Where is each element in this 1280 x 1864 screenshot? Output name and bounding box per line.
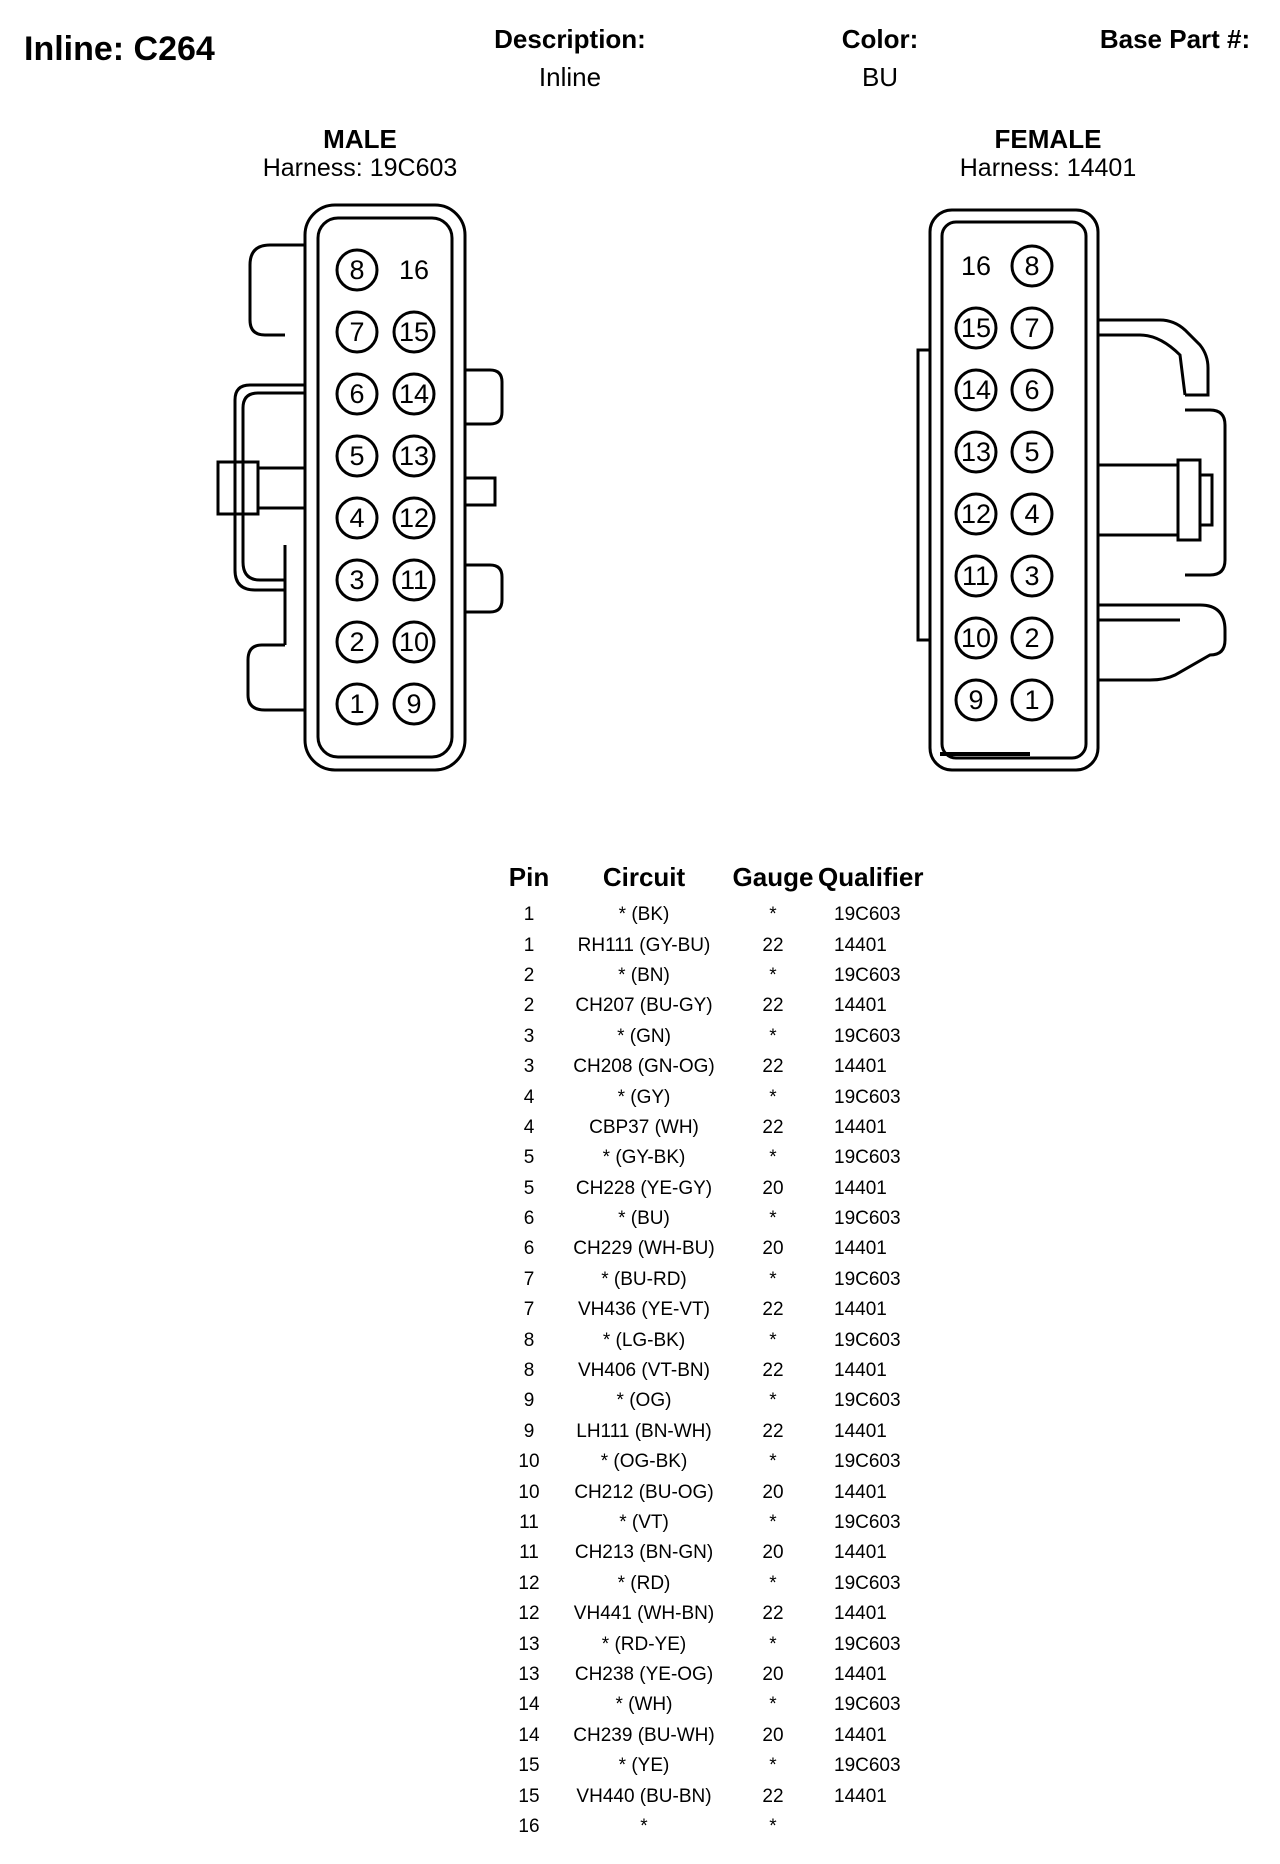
gauge-cell: * bbox=[769, 1025, 777, 1047]
pin-cell: 13 bbox=[518, 1663, 540, 1685]
female-pin-label: 5 bbox=[1024, 437, 1040, 467]
table-row bbox=[498, 1751, 928, 1781]
base-part-label: Base Part #: bbox=[1099, 24, 1251, 54]
table-row bbox=[498, 991, 928, 1021]
connector-title: Inline: C264 bbox=[24, 30, 215, 68]
female-pin-label: 14 bbox=[960, 375, 992, 405]
qualifier-cell: 19C603 bbox=[834, 904, 901, 926]
pin-cell: 8 bbox=[523, 1360, 535, 1382]
gauge-cell: 20 bbox=[762, 1542, 784, 1564]
gauge-cell: 20 bbox=[762, 1663, 784, 1685]
female-pin-label: 16 bbox=[960, 251, 992, 281]
header-pin: Pin bbox=[508, 861, 550, 892]
table-row bbox=[498, 1538, 928, 1568]
female-connector-body bbox=[918, 210, 1225, 770]
female-pin-label: 9 bbox=[968, 685, 984, 715]
gauge-cell: * bbox=[769, 1451, 777, 1473]
female-pin-label: 11 bbox=[961, 561, 991, 591]
table-row bbox=[498, 1660, 928, 1690]
pin-cell: 3 bbox=[523, 1025, 535, 1047]
gauge-cell: * bbox=[769, 1208, 777, 1230]
circuit-cell: * (LG-BK) bbox=[602, 1329, 686, 1351]
pin-cell: 3 bbox=[523, 1056, 535, 1078]
male-pin-label: 15 bbox=[398, 317, 430, 347]
qualifier-cell: 19C603 bbox=[834, 1572, 901, 1594]
table-row bbox=[498, 1599, 928, 1629]
table-row bbox=[498, 1325, 928, 1355]
gauge-cell: * bbox=[769, 1633, 777, 1655]
circuit-cell: * (OG-BK) bbox=[600, 1451, 688, 1473]
gauge-cell: * bbox=[769, 904, 777, 926]
qualifier-cell: 14401 bbox=[834, 1420, 887, 1442]
pin-cell: 2 bbox=[523, 995, 535, 1017]
circuit-cell: * (OG) bbox=[616, 1390, 672, 1412]
male-harness: Harness: 19C603 bbox=[262, 154, 458, 182]
pin-cell: 9 bbox=[523, 1420, 535, 1442]
table-row bbox=[498, 1082, 928, 1112]
circuit-cell: CH229 (WH-BU) bbox=[573, 1238, 715, 1260]
male-pin-label: 12 bbox=[398, 503, 430, 533]
qualifier-cell: 19C603 bbox=[834, 1451, 901, 1473]
circuit-cell: RH111 (GY-BU) bbox=[577, 934, 711, 956]
pin-cell: 11 bbox=[519, 1512, 539, 1533]
male-pin-label: 10 bbox=[398, 627, 430, 657]
qualifier-cell: 14401 bbox=[834, 1724, 887, 1746]
table-row bbox=[498, 1447, 928, 1477]
circuit-cell: LH111 (BN-WH) bbox=[576, 1420, 712, 1442]
gauge-cell: * bbox=[769, 1086, 777, 1108]
pin-cell: 13 bbox=[518, 1633, 540, 1655]
female-pin-label: 15 bbox=[960, 313, 992, 343]
pin-cell: 12 bbox=[518, 1572, 540, 1594]
qualifier-cell: 14401 bbox=[834, 1238, 887, 1260]
table-row bbox=[498, 930, 928, 960]
table-row bbox=[498, 1569, 928, 1599]
qualifier-cell: 19C603 bbox=[834, 1694, 901, 1716]
qualifier-cell: 19C603 bbox=[834, 1147, 901, 1169]
male-connector-diagram bbox=[0, 0, 640, 800]
qualifier-cell: 14401 bbox=[834, 1663, 887, 1685]
male-pin-label: 11 bbox=[399, 565, 429, 595]
table-row bbox=[498, 1234, 928, 1264]
circuit-cell: * (BU-RD) bbox=[601, 1268, 687, 1290]
circuit-cell: CH212 (BU-OG) bbox=[574, 1481, 714, 1503]
color-value: BU bbox=[861, 62, 899, 92]
qualifier-cell: 14401 bbox=[834, 1360, 887, 1382]
pin-cell: 6 bbox=[523, 1208, 535, 1230]
pin-cell: 14 bbox=[518, 1724, 540, 1746]
gauge-cell: 22 bbox=[762, 1603, 784, 1625]
circuit-cell: * (BU) bbox=[618, 1208, 670, 1230]
pin-cell: 15 bbox=[518, 1785, 540, 1807]
circuit-cell: CH239 (BU-WH) bbox=[573, 1724, 715, 1746]
pin-cell: 10 bbox=[518, 1481, 540, 1503]
gauge-cell: * bbox=[769, 964, 777, 986]
female-title: FEMALE bbox=[994, 124, 1102, 154]
circuit-cell: VH441 (WH-BN) bbox=[573, 1603, 715, 1625]
qualifier-cell: 19C603 bbox=[834, 1633, 901, 1655]
header-qualifier: Qualifier bbox=[818, 861, 924, 892]
pin-table-header bbox=[498, 860, 928, 900]
table-row bbox=[498, 961, 928, 991]
female-pin-label: 1 bbox=[1024, 685, 1040, 715]
gauge-cell: * bbox=[769, 1572, 777, 1594]
circuit-cell: * (VT) bbox=[619, 1512, 669, 1533]
circuit-cell: CH238 (YE-OG) bbox=[574, 1663, 714, 1685]
circuit-cell: VH406 (VT-BN) bbox=[578, 1360, 710, 1382]
female-pin-label: 13 bbox=[960, 437, 992, 467]
circuit-cell: * (BN) bbox=[618, 964, 670, 986]
table-row bbox=[498, 1265, 928, 1295]
female-pin-label: 2 bbox=[1024, 623, 1040, 653]
circuit-cell: * (RD) bbox=[617, 1572, 671, 1594]
qualifier-cell: 19C603 bbox=[834, 1390, 901, 1412]
pin-cell: 5 bbox=[523, 1177, 535, 1199]
qualifier-cell: 14401 bbox=[834, 934, 887, 956]
pin-cell: 16 bbox=[518, 1815, 540, 1837]
gauge-cell: * bbox=[769, 1755, 777, 1777]
description-label: Description: bbox=[494, 24, 646, 54]
gauge-cell: 22 bbox=[762, 1056, 784, 1078]
qualifier-cell: 14401 bbox=[834, 1542, 887, 1564]
table-row bbox=[498, 1174, 928, 1204]
qualifier-cell: 14401 bbox=[834, 1177, 887, 1199]
pin-cell: 2 bbox=[523, 964, 535, 986]
circuit-cell: * (YE) bbox=[618, 1755, 670, 1777]
male-pin-label: 16 bbox=[398, 255, 430, 285]
circuit-cell: CBP37 (WH) bbox=[589, 1116, 699, 1138]
pin-cell: 11 bbox=[519, 1542, 539, 1564]
pin-cell: 10 bbox=[518, 1451, 540, 1473]
circuit-cell: CH228 (YE-GY) bbox=[575, 1177, 713, 1199]
male-pin-label: 4 bbox=[349, 503, 365, 533]
gauge-cell: 22 bbox=[762, 1360, 784, 1382]
gauge-cell: * bbox=[769, 1329, 777, 1351]
gauge-cell: 22 bbox=[762, 1785, 784, 1807]
table-row bbox=[498, 1204, 928, 1234]
gauge-cell: * bbox=[769, 1694, 777, 1716]
gauge-cell: 20 bbox=[762, 1177, 784, 1199]
gauge-cell: * bbox=[769, 1268, 777, 1290]
female-pin-label: 6 bbox=[1024, 375, 1040, 405]
qualifier-cell: 14401 bbox=[834, 1056, 887, 1078]
pin-cell: 6 bbox=[523, 1238, 535, 1260]
female-pin-label: 10 bbox=[960, 623, 992, 653]
qualifier-cell: 19C603 bbox=[834, 1512, 901, 1533]
gauge-cell: 22 bbox=[762, 934, 784, 956]
pin-cell: 7 bbox=[523, 1268, 535, 1290]
qualifier-cell: 14401 bbox=[834, 1785, 887, 1807]
circuit-cell: * (GY) bbox=[617, 1086, 671, 1108]
pin-cell: 1 bbox=[523, 904, 535, 926]
male-pin-label: 3 bbox=[349, 565, 365, 595]
circuit-cell: * (RD-YE) bbox=[601, 1633, 687, 1655]
female-harness: Harness: 14401 bbox=[959, 154, 1137, 182]
female-pin-label: 12 bbox=[960, 499, 992, 529]
gauge-cell: 20 bbox=[762, 1724, 784, 1746]
male-pin-label: 1 bbox=[349, 689, 365, 719]
gauge-cell: * bbox=[769, 1147, 777, 1169]
qualifier-cell: 19C603 bbox=[834, 1086, 901, 1108]
male-pin-label: 5 bbox=[349, 441, 365, 471]
qualifier-cell: 19C603 bbox=[834, 1329, 901, 1351]
gauge-cell: * bbox=[769, 1390, 777, 1412]
male-pin-label: 6 bbox=[349, 379, 365, 409]
qualifier-cell: 14401 bbox=[834, 1299, 887, 1321]
pin-cell: 4 bbox=[523, 1116, 535, 1138]
circuit-cell: * (WH) bbox=[615, 1694, 673, 1716]
gauge-cell: 22 bbox=[762, 1299, 784, 1321]
circuit-cell: * (BK) bbox=[618, 904, 670, 926]
qualifier-cell: 19C603 bbox=[834, 1755, 901, 1777]
male-pin-label: 14 bbox=[398, 379, 430, 409]
table-row bbox=[498, 1417, 928, 1447]
gauge-cell: * bbox=[769, 1815, 777, 1837]
pin-cell: 14 bbox=[518, 1694, 540, 1716]
header-circuit: Circuit bbox=[602, 861, 686, 892]
circuit-cell: * bbox=[640, 1815, 648, 1837]
female-pin-label: 7 bbox=[1024, 313, 1040, 343]
table-row bbox=[498, 1629, 928, 1659]
qualifier-cell: 14401 bbox=[834, 1481, 887, 1503]
pin-cell: 8 bbox=[523, 1329, 535, 1351]
color-label: Color: bbox=[841, 24, 919, 54]
table-row bbox=[498, 900, 928, 930]
female-pin-label: 8 bbox=[1024, 251, 1040, 281]
circuit-cell: CH207 (BU-GY) bbox=[575, 995, 713, 1017]
table-row bbox=[498, 1690, 928, 1720]
description-value: Inline bbox=[538, 62, 602, 92]
circuit-cell: CH208 (GN-OG) bbox=[573, 1056, 715, 1078]
table-row bbox=[498, 1386, 928, 1416]
qualifier-cell: 19C603 bbox=[834, 1268, 901, 1290]
table-row bbox=[498, 1113, 928, 1143]
female-pin-label: 4 bbox=[1024, 499, 1040, 529]
table-row bbox=[498, 1508, 928, 1538]
qualifier-cell: 19C603 bbox=[834, 1025, 901, 1047]
pin-cell: 5 bbox=[523, 1147, 535, 1169]
table-row bbox=[498, 1356, 928, 1386]
table-row bbox=[498, 1781, 928, 1811]
circuit-cell: * (GN) bbox=[617, 1025, 671, 1047]
circuit-cell: * (GY-BK) bbox=[602, 1147, 686, 1169]
gauge-cell: * bbox=[769, 1512, 777, 1533]
table-row bbox=[498, 1022, 928, 1052]
table-row bbox=[498, 1721, 928, 1751]
pin-cell: 1 bbox=[523, 934, 535, 956]
table-row bbox=[498, 1812, 928, 1842]
male-pin-label: 2 bbox=[349, 627, 365, 657]
qualifier-cell: 14401 bbox=[834, 1116, 887, 1138]
table-row bbox=[498, 1295, 928, 1325]
pin-cell: 12 bbox=[518, 1603, 540, 1625]
gauge-cell: 22 bbox=[762, 995, 784, 1017]
table-row bbox=[498, 1052, 928, 1082]
table-row bbox=[498, 1477, 928, 1507]
qualifier-cell: 19C603 bbox=[834, 1208, 901, 1230]
circuit-cell: VH440 (BU-BN) bbox=[576, 1785, 712, 1807]
qualifier-cell bbox=[818, 1812, 928, 1842]
male-pin-label: 9 bbox=[406, 689, 422, 719]
qualifier-cell: 14401 bbox=[834, 1603, 887, 1625]
female-pin-label: 3 bbox=[1024, 561, 1040, 591]
pin-table bbox=[498, 860, 928, 1842]
male-pin-label: 8 bbox=[349, 255, 365, 285]
male-pin-label: 13 bbox=[398, 441, 430, 471]
qualifier-cell: 14401 bbox=[834, 995, 887, 1017]
male-pin-label: 7 bbox=[349, 317, 365, 347]
gauge-cell: 20 bbox=[762, 1238, 784, 1260]
table-row bbox=[498, 1143, 928, 1173]
female-connector-diagram bbox=[640, 0, 1280, 800]
male-title: MALE bbox=[323, 124, 397, 154]
pin-cell: 15 bbox=[518, 1755, 540, 1777]
pin-cell: 9 bbox=[523, 1390, 535, 1412]
header-gauge: Gauge bbox=[732, 861, 814, 892]
circuit-cell: VH436 (YE-VT) bbox=[578, 1299, 710, 1321]
gauge-cell: 22 bbox=[762, 1420, 784, 1442]
qualifier-cell: 19C603 bbox=[834, 964, 901, 986]
pin-cell: 4 bbox=[523, 1086, 535, 1108]
gauge-cell: 22 bbox=[762, 1116, 784, 1138]
pin-cell: 7 bbox=[523, 1299, 535, 1321]
gauge-cell: 20 bbox=[762, 1481, 784, 1503]
circuit-cell: CH213 (BN-GN) bbox=[574, 1542, 714, 1564]
